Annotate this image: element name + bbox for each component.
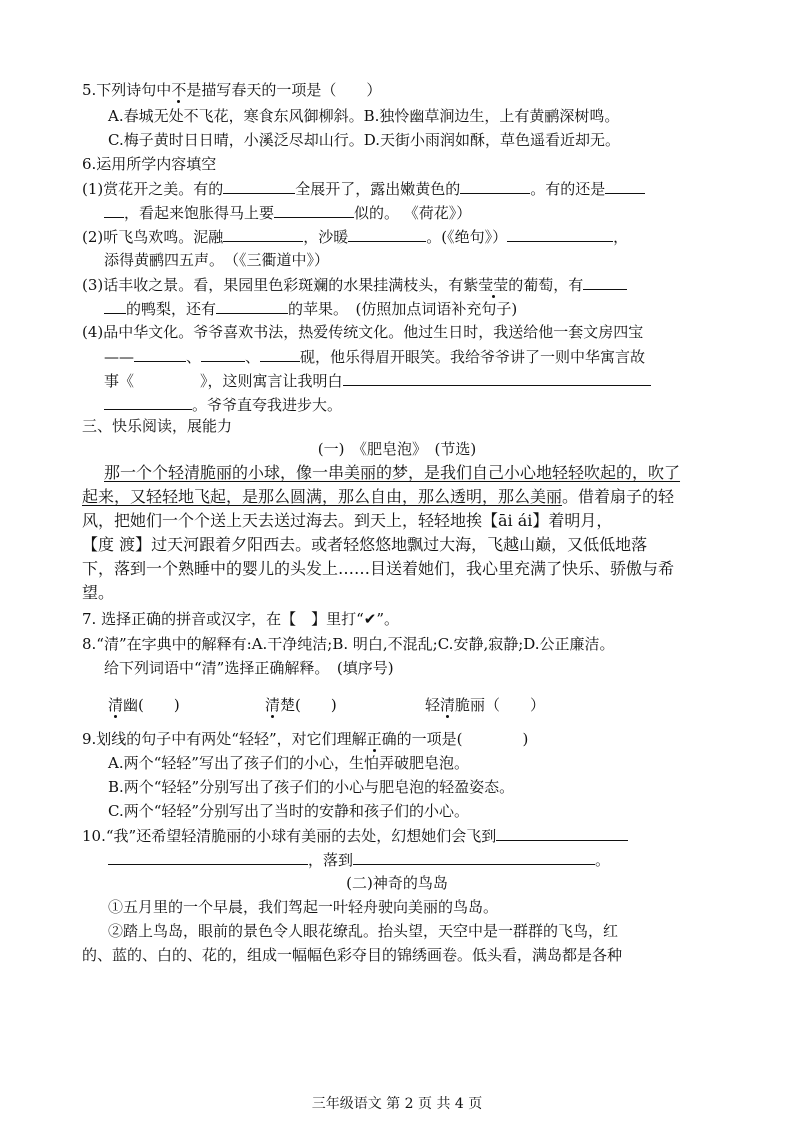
q10-line2: ，落到 。 [108,848,610,871]
passage2-para2-line1: ②踏上鸟岛，眼前的景色令人眼花缭乱。抬头望，天空中是一群群的飞鸟，红 [108,922,619,940]
q5-stem: 5.下列诗句中不是描写春天的一项是（ ） [82,81,382,99]
blank[interactable] [274,201,354,218]
passage2-title: (二)神奇的鸟岛 [346,874,448,892]
blank[interactable] [348,225,426,242]
blank[interactable] [507,225,613,242]
blank[interactable] [104,393,192,410]
q6-part4-line4: 。爷爷直夸我进步大。 [104,393,342,416]
blank[interactable] [353,848,595,865]
blank[interactable] [496,824,628,841]
q5-option-a: A.春城无处不飞花，寒食东风御柳斜。 [108,107,364,125]
q5-option-b: B.独怜幽草涧边生，上有黄鹂深树鸣。 [363,107,620,125]
q9-option-c: C.两个“轻轻”分别写出了当时的安静和孩子们的小心。 [108,802,470,820]
q8-word-2: 清楚( ) [265,696,337,714]
blank[interactable] [104,297,126,314]
blank[interactable] [460,177,530,194]
passage1-line2: 起来，又轻轻地飞起，是那么圆满，那么自由，那么透明，那么美丽。借着扇子的轻 [82,487,675,506]
page-footer: 三年级语文 第 2 页 共 4 页 [311,1096,483,1112]
blank[interactable] [216,297,288,314]
blank[interactable] [583,273,627,290]
q6-part4-line2: —— 、 、 砚，他乐得眉开眼笑。我给爷爷讲了一则中华寓言故 [104,345,645,368]
q6-part2-line1: (2)听飞鸟欢鸣。泥融 ，沙暖 。(《绝句》） ， [82,225,628,248]
passage1-line3: 风，把她们一个个送上天去送过海去。到天上，轻轻地挨【āi ái】着明月， [82,511,613,530]
q6-part4-line1: (4)品中华文化。爷爷喜欢书法，热爱传统文化。他过生日时，我送给他一套文房四宝 [82,323,644,341]
blank[interactable] [260,345,300,362]
q9-option-b: B.两个“轻轻”分别写出了孩子们的小心与肥皂泡的轻盈姿态。 [108,778,515,796]
blank[interactable] [134,345,186,362]
q6-part1-line1: (1)赏花开之美。有的 全展开了，露出嫩黄色的 。有的还是 [82,177,645,200]
q8-text: 8.“清”在字典中的解释有:A.干净纯洁;B. 明白,不混乱;C.安静,寂静;D.公正廉洁。 [82,635,615,653]
q6-title: 6.运用所学内容填空 [82,155,217,173]
q6-part3-line1: (3)话丰收之景。看，果园里色彩斑斓的水果挂满枝头，有紫莹莹的葡萄，有 [82,273,627,296]
q9-stem: 9.划线的句子中有两处“轻轻”，对它们理解正确的一项是( ) [82,730,529,748]
q5-option-row-2 [108,129,620,151]
passage2-para1: ①五月里的一个早晨，我们驾起一叶轻舟驶向美丽的鸟岛。 [108,898,499,916]
blank[interactable] [343,369,651,386]
q5-option-row-1 [108,105,619,127]
section3-title: 三、快乐阅读，展能力 [82,417,233,435]
q5-option-c: C.梅子黄时日日晴，小溪泛尽却山行。 [108,131,364,149]
q8-instruction: 给下列词语中“清”选择正确解释。 (填序号) [104,659,394,677]
q6-part2-line2: 添得黄鹂四五声。 （《三衢道中》） [104,251,330,269]
passage1-line4: 【度 渡】过天河跟着夕阳西去。或者轻悠悠地飘过大海，飞越山巅，又低低地落 [82,535,648,554]
passage1-line1: 那一个个轻清脆丽的小球，像一串美丽的梦，是我们自己小心地轻轻吹起的，吹了 [104,463,681,482]
blank[interactable] [108,848,308,865]
q7-text: 7. 选择正确的拼音或汉字，在【 】里打“✔”。 [82,610,399,628]
blank[interactable] [223,225,303,242]
q10-line1: 10.“我”还希望轻清脆丽的小球有美丽的去处，幻想她们会飞到 [82,824,628,847]
q6-part3-line2: 的鸭梨，还有 的苹果。 (仿照加点词语补充句子) [104,297,517,320]
passage1-line6: 望。 [82,583,115,602]
q9-option-a: A.两个“轻轻”写出了孩子们的小心，生怕弄破肥皂泡。 [108,754,469,772]
passage1-title: (一) 《肥皂泡》 (节选) [317,440,477,458]
blank[interactable] [605,177,645,194]
blank[interactable] [201,345,245,362]
q6-part4-line3: 事《 》，这则寓言让我明白 [104,369,651,392]
q8-word-1: 清幽( ) [108,696,180,714]
blank[interactable] [223,177,295,194]
passage2-para2-line2: 的、蓝的、白的、花的，组成一幅幅色彩夺目的锦绣画卷。低头看，满岛都是各种 [82,946,623,964]
q6-part1-line2: ，看起来饱胀得马上要 似的。 《荷花》） [104,201,471,224]
blank[interactable] [104,201,124,218]
q8-word-3: 轻清脆丽（ ） [425,696,546,714]
q5-option-d: D.天街小雨润如酥，草色遥看近却无。 [363,131,620,149]
passage1-line5: 下，落到一个熟睡中的婴儿的头发上……目送着她们，我心里充满了快乐、骄傲与希 [82,559,675,578]
